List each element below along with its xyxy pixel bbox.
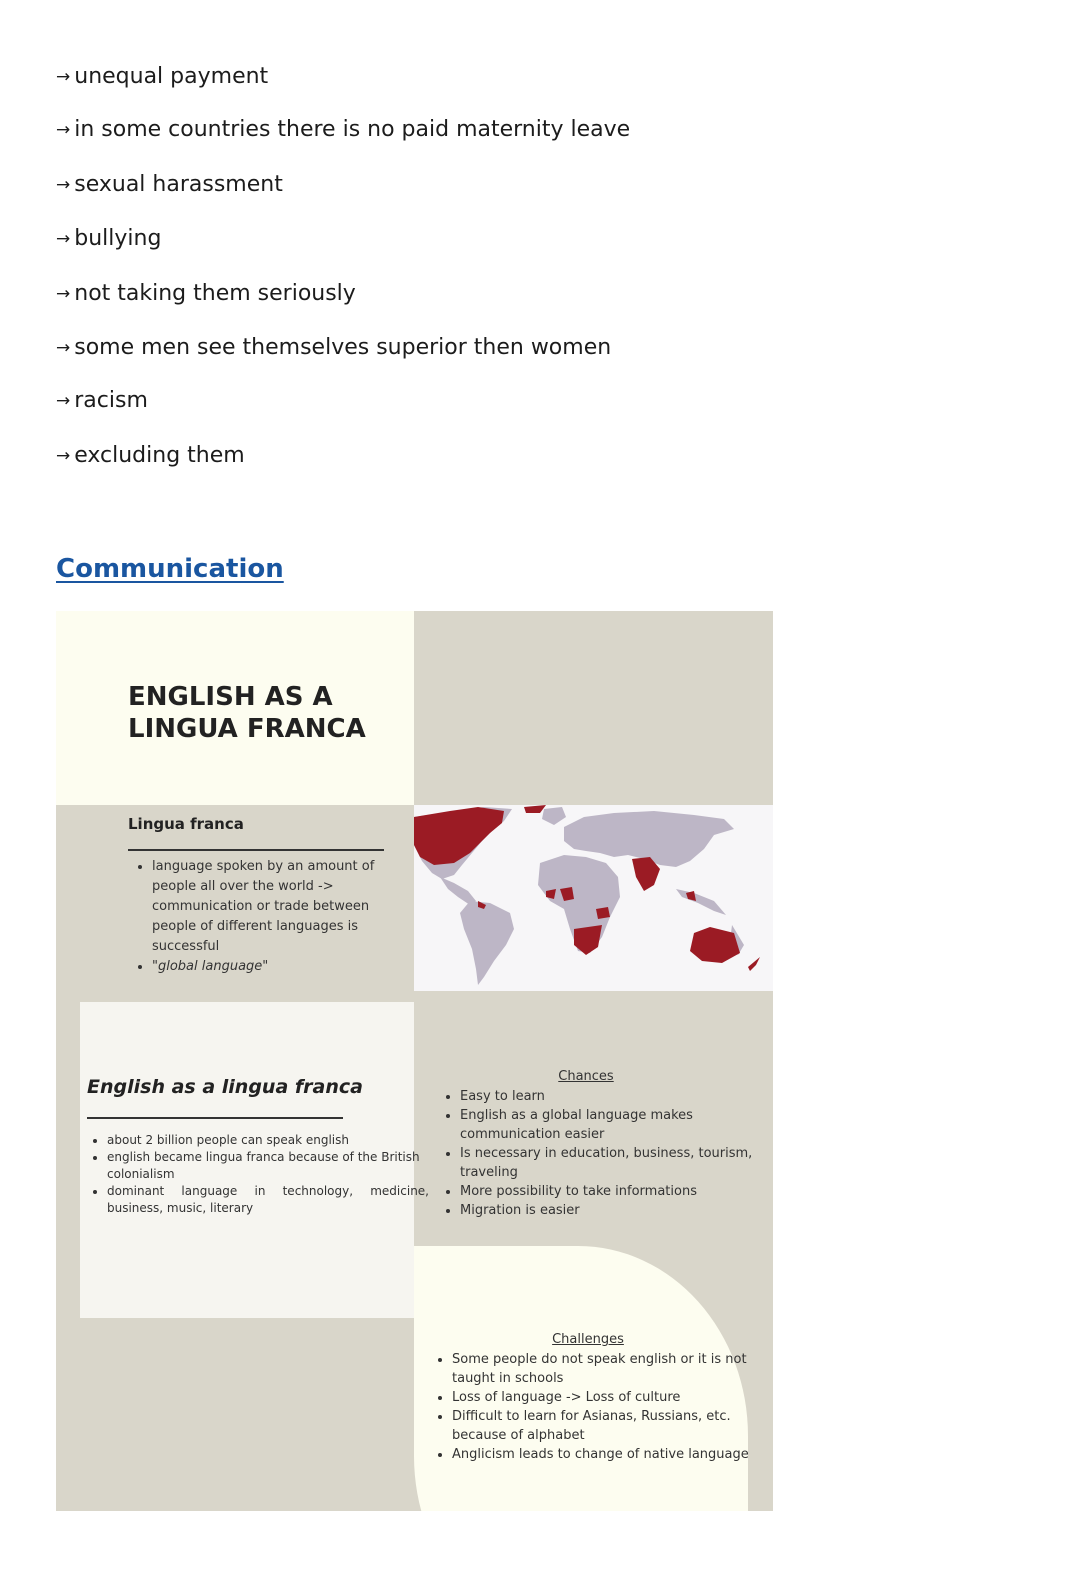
list-item: • language spoken by an amount of people all over the world -> communication or trade between people of different languages is successful — [152, 857, 402, 957]
slide-title-line: LINGUA FRANCA — [128, 714, 366, 744]
list-item: • dominant language in technology, medicine, business, music, literary — [107, 1183, 429, 1217]
list-item — [56, 170, 283, 200]
list-item — [56, 333, 611, 363]
list-item-text: racism — [74, 388, 148, 413]
lingua-franca-heading: Lingua franca — [128, 815, 244, 833]
slide-title-line: ENGLISH AS A — [128, 682, 333, 712]
list-item — [56, 386, 148, 416]
list-item: • about 2 billion people can speak english — [107, 1132, 429, 1149]
list-item: • Is necessary in education, business, tourism, traveling — [460, 1144, 773, 1182]
list-item-text: excluding them — [74, 443, 245, 468]
english-lingua-franca-list — [87, 1132, 429, 1217]
arrow-right-icon: → — [56, 67, 71, 87]
list-item — [56, 224, 161, 254]
list-item: • More possibility to take informations — [460, 1182, 773, 1201]
list-item — [56, 115, 630, 145]
list-item: • Easy to learn — [460, 1087, 773, 1106]
list-item — [56, 279, 356, 309]
challenges-heading: Challenges — [552, 1332, 624, 1347]
world-map-svg — [414, 805, 773, 991]
list-item — [56, 441, 245, 471]
arrow-right-icon: → — [56, 284, 71, 304]
list-item-text: in some countries there is no paid maternity leave — [74, 117, 631, 142]
divider — [87, 1117, 343, 1119]
list-item — [56, 62, 268, 92]
list-item: • Anglicism leads to change of native language — [452, 1445, 772, 1464]
list-item: • English as a global language makes communication easier — [460, 1106, 773, 1144]
list-item: • english became lingua franca because of the British colonialism — [107, 1149, 429, 1183]
arrow-right-icon: → — [56, 229, 71, 249]
list-item: • Difficult to learn for Asianas, Russians, etc. because of alphabet — [452, 1407, 772, 1445]
world-map-icon — [414, 805, 773, 991]
chances-heading: Chances — [558, 1069, 614, 1084]
list-item-text: sexual harassment — [74, 172, 283, 197]
arrow-right-icon: → — [56, 446, 71, 466]
lingua-franca-slide — [56, 611, 773, 1511]
arrow-right-icon: → — [56, 391, 71, 411]
arrow-right-icon: → — [56, 338, 71, 358]
chances-list — [436, 1087, 773, 1220]
lingua-franca-list — [128, 857, 402, 977]
list-item-text: bullying — [74, 226, 162, 251]
list-item: • "global language" — [152, 957, 402, 977]
list-item: • Loss of language -> Loss of culture — [452, 1388, 772, 1407]
arrow-right-icon: → — [56, 175, 71, 195]
section-heading-link[interactable]: Communication — [56, 554, 284, 584]
arrow-right-icon: → — [56, 120, 71, 140]
english-lingua-franca-panel — [80, 1002, 429, 1318]
list-item-text: not taking them seriously — [74, 281, 356, 306]
challenges-list — [428, 1350, 772, 1464]
divider — [128, 849, 384, 851]
list-item-text: unequal payment — [74, 64, 269, 89]
list-item: • Some people do not speak english or it is not taught in schools — [452, 1350, 772, 1388]
list-item-text: some men see themselves superior then women — [74, 335, 612, 360]
list-item: • Migration is easier — [460, 1201, 773, 1220]
title-panel — [56, 611, 414, 805]
english-lingua-franca-heading: English as a lingua franca — [87, 1076, 363, 1098]
slide-title — [128, 681, 366, 745]
